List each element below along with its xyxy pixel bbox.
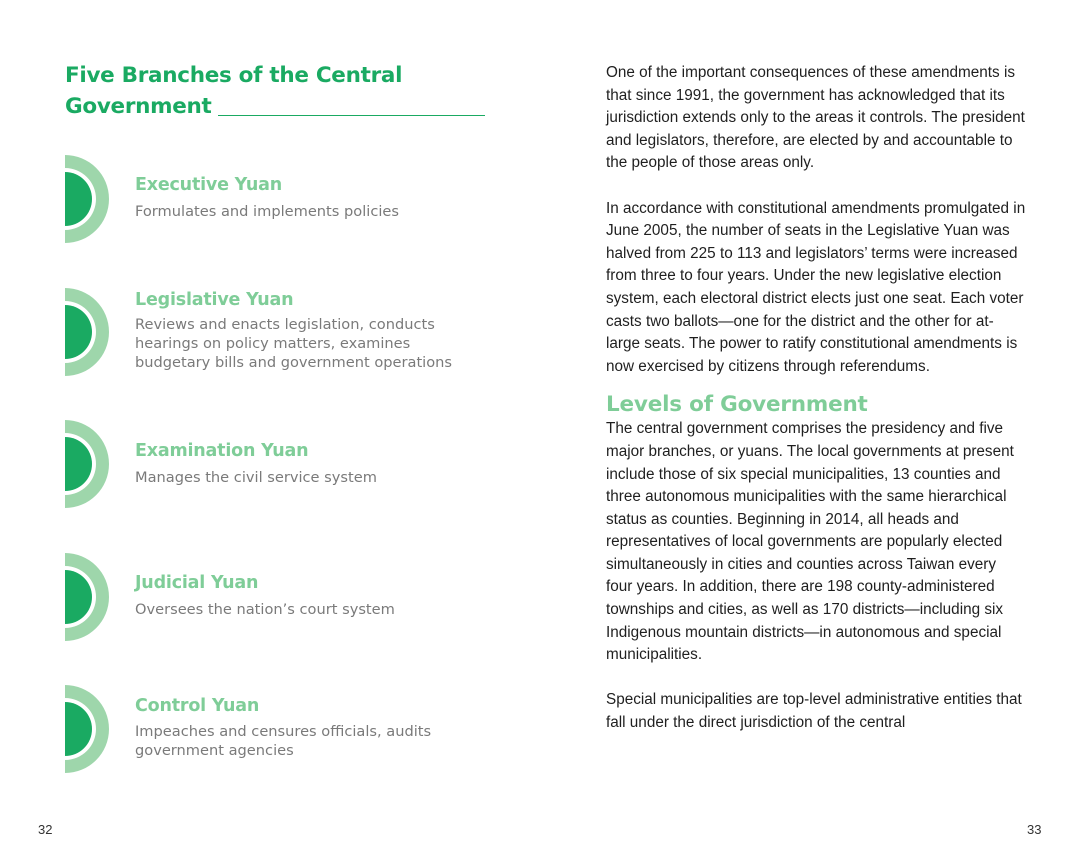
half-circle-icon [65, 420, 109, 508]
half-circle-icon [65, 155, 109, 243]
page-title [65, 60, 485, 122]
branch-description: Oversees the nation’s court system [135, 601, 395, 618]
half-circle-icon [65, 553, 109, 641]
title-line-1: Five Branches of the Central [65, 63, 403, 88]
paragraph: Special municipalities are top-level administrative entities that fall under the direct jurisdiction of the central [606, 691, 1022, 732]
branch-description: Impeaches and censures officials, audits government agencies [135, 723, 432, 759]
branch-title: Control Yuan [135, 696, 260, 716]
section-heading: Levels of Government [606, 392, 868, 418]
paragraph: The central government comprises the presidency and five major branches, or yuans. The local governments at present include those of six special municipalities, 13 counties and three autonomous municipalities with the same hierarchical status as counties. Beginning in 2014, all heads and representatives of local governments are popularly elected simultaneously in cities and counties across Taiwan every four years. In addition, there are 198 county-administered townships and cities, as well as 170 districts—including six Indigenous mountain districts—in autonomous and special municipalities. [606, 420, 1014, 664]
paragraph: In accordance with constitutional amendments promulgated in June 2005, the number of seats in the Legislative Yuan was halved from 225 to 113 and legislators’ terms were increased from three to four years. Under the new legislative election system, each electoral district elects just one seat. Each voter casts two ballots—one for the district and the other for at-large seats. The power to ratify constitutional amendments is now exercised by citizens through referendums. [606, 199, 1026, 375]
branch-title: Examination Yuan [135, 441, 309, 461]
branch-description: Manages the civil service system [135, 469, 377, 486]
branch-description: Formulates and implements policies [135, 203, 399, 220]
branch-title: Legislative Yuan [135, 290, 294, 310]
branch-title: Judicial Yuan [135, 573, 259, 593]
paragraph: One of the important consequences of these amendments is that since 1991, the government has acknowledged that its jurisdiction extends only to the areas it controls. The president and legislators, therefore, are elected by and accountable to the people of those areas only. [606, 64, 1025, 172]
right-column [606, 62, 1026, 735]
branch-title: Executive Yuan [135, 175, 283, 195]
branch-description: Reviews and enacts legislation, conducts hearings on policy matters, examines budgetary bills and government operations [135, 316, 453, 371]
half-circle-icon [65, 288, 109, 376]
title-line-2: Government [65, 94, 212, 119]
page-number-right: 33 [1027, 822, 1042, 837]
half-circle-icon [65, 685, 109, 773]
title-underline [218, 115, 486, 116]
page-number-left: 32 [38, 822, 53, 837]
